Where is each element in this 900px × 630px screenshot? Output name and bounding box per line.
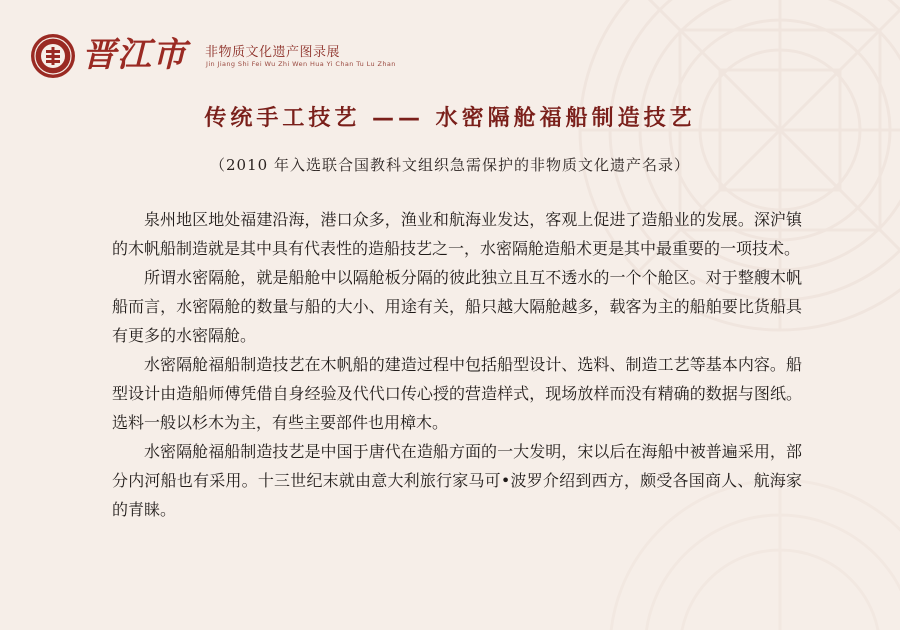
paragraph: 所谓水密隔舱，就是船舱中以隔舱板分隔的彼此独立且互不透水的一个个舱区。对于整艘木帆船而言，水密隔舱的数量与船的大小、用途有关，船只越大隔舱越多，载客为主的船舶要比货船具有更多的水密隔舱。 <box>112 268 802 345</box>
header-logo <box>30 33 396 83</box>
page-title: 传统手工技艺 —— 水密隔舱福船制造技艺 <box>204 106 696 131</box>
emblem-icon <box>30 33 76 79</box>
paragraph: 泉州地区地处福建沿海，港口众多，渔业和航海业发达，客观上促进了造船业的发展。深沪镇的木帆船制造就是其中具有代表性的造船技艺之一，水密隔舱造船术更是其中最重要的一项技术。 <box>112 210 802 258</box>
exhibit-pinyin: Jin Jiang Shi Fei Wu Zhi Wen Hua Yi Chan Tu Lu Zhan <box>206 60 396 68</box>
paragraph: 水密隔舱福船制造技艺在木帆船的建造过程中包括船型设计、选料、制造工艺等基本内容。船型设计由造船师傅凭借自身经验及代代口传心授的营造样式，现场放样而没有精确的数据与图纸。选料一般以杉木为主，有些主要部件也用樟木。 <box>112 355 802 432</box>
paragraph: 水密隔舱福船制造技艺是中国于唐代在造船方面的一大发明，宋以后在海船中被普遍采用，部分内河船也有采用。十三世纪末就由意大利旅行家马可•波罗介绍到西方，颇受各国商人、航海家的青睐。 <box>112 442 802 519</box>
page-subtitle: （2010 年入选联合国教科文组织急需保护的非物质文化遗产名录） <box>210 156 690 174</box>
body-text <box>112 205 802 524</box>
city-name: 晋江市 <box>82 35 187 75</box>
exhibit-title: 非物质文化遗产图录展 <box>205 45 341 60</box>
